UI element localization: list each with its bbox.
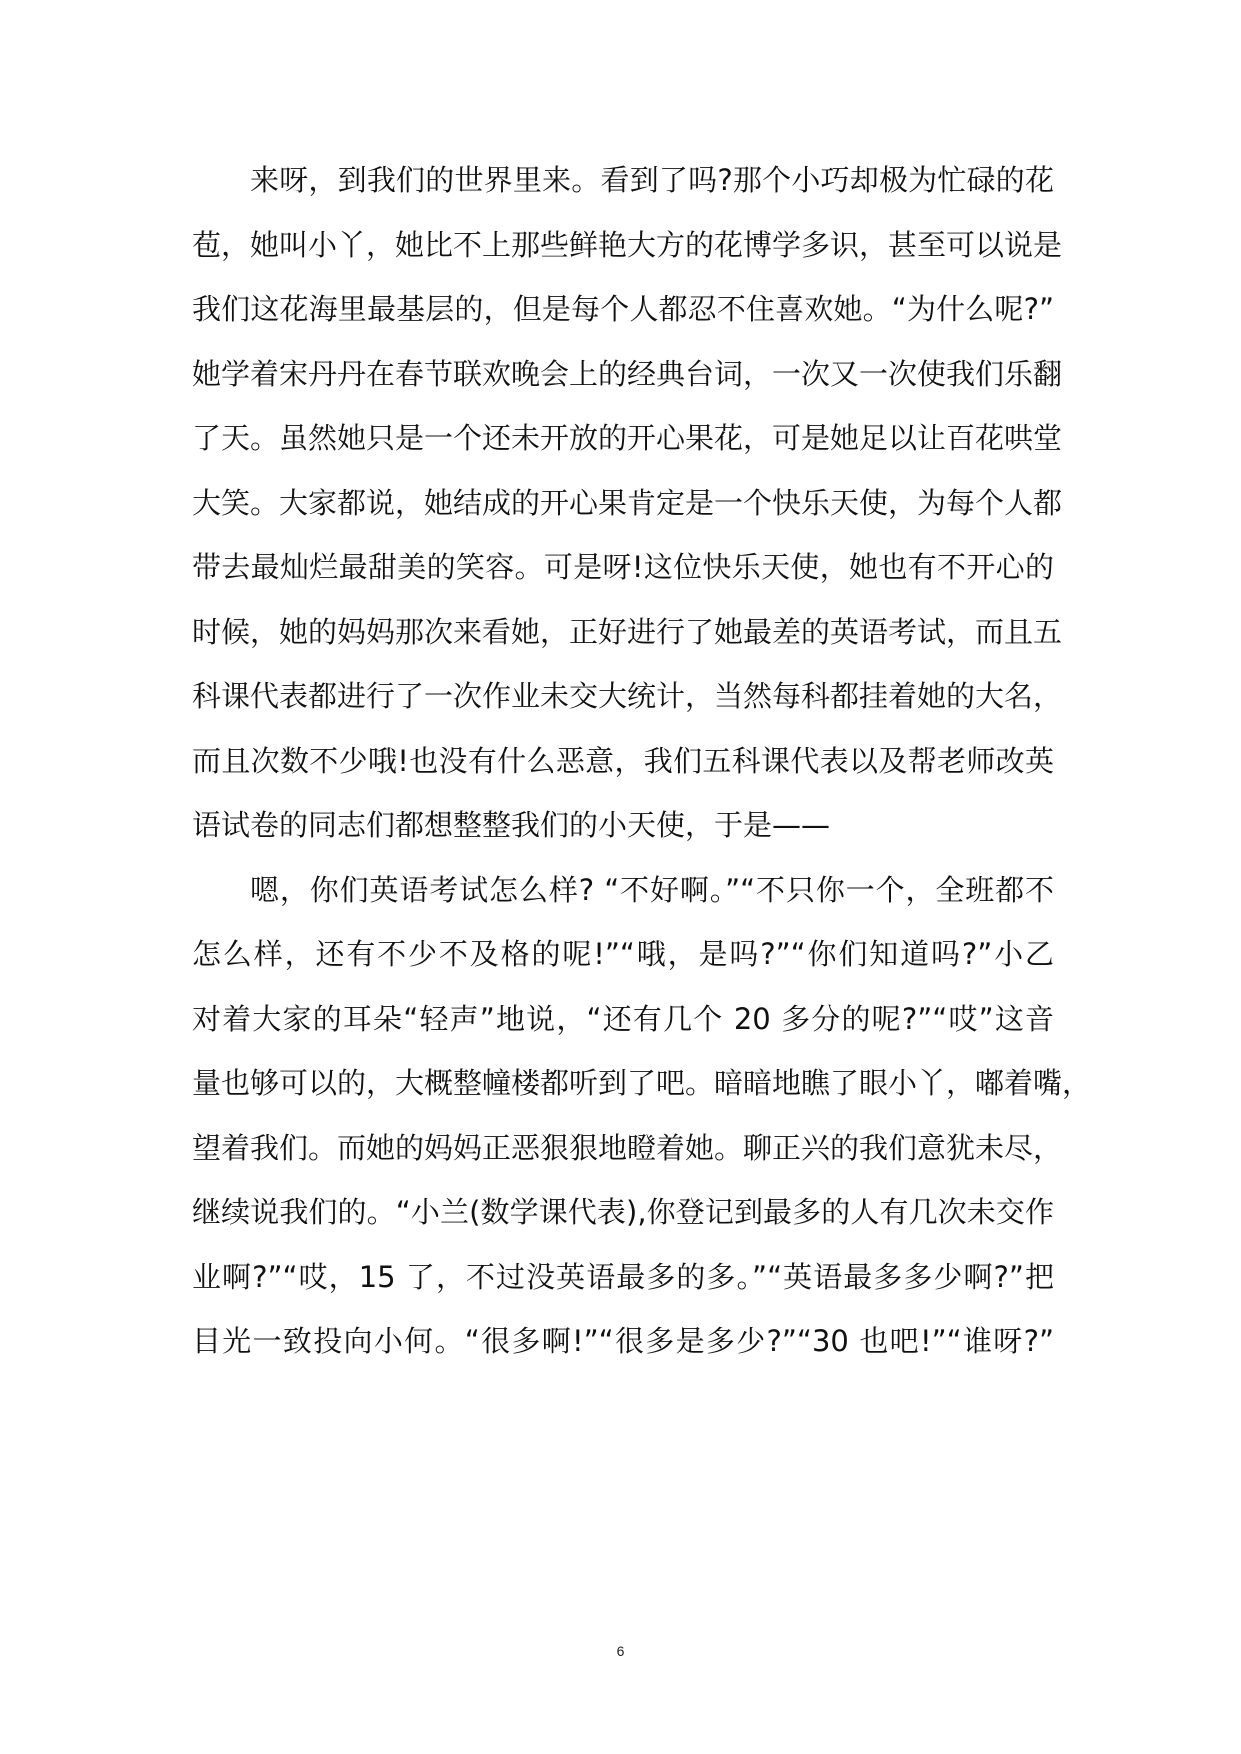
body-text bbox=[192, 148, 1092, 1374]
text-line: 望着我们。而她的妈妈正恶狠狠地瞪着她。聊正兴的我们意犹未尽， bbox=[192, 1130, 1063, 1165]
text-line: 了天。虽然她只是一个还未开放的开心果花，可是她足以让百花哄堂 bbox=[192, 421, 1063, 455]
text-line: 她学着宋丹丹在春节联欢晚会上的经典台词，一次又一次使我们乐翻 bbox=[192, 356, 1063, 391]
text-line: 带去最灿烂最甜美的笑容。可是呀!这位快乐天使，她也有不开心的 bbox=[192, 550, 1054, 584]
text-line: 怎么样，还有不少不及格的呢!”“哦，是吗?”“你们知道吗?”小乙 bbox=[192, 937, 1054, 971]
text-line: 来呀，到我们的世界里来。看到了吗?那个小巧却极为忙碌的花 bbox=[250, 163, 1054, 197]
text-line: 量也够可以的，大概整幢楼都听到了吧。暗暗地瞧了眼小丫，嘟着嘴， bbox=[192, 1066, 1092, 1100]
text-line: 对着大家的耳朵“轻声”地说，“还有几个 20 多分的呢?”“哎”这音 bbox=[192, 1001, 1054, 1036]
text-line: 继续说我们的。“小兰(数学课代表),你登记到最多的人有几次未交作 bbox=[192, 1195, 1054, 1229]
text-line: 苞，她叫小丫，她比不上那些鲜艳大方的花博学多识，甚至可以说是 bbox=[192, 227, 1063, 262]
text-line: 科课代表都进行了一次作业未交大统计，当然每科都挂着她的大名， bbox=[192, 679, 1063, 713]
text-line: 语试卷的同志们都想整整我们的小天使，于是—— bbox=[192, 808, 831, 842]
text-line: 而且次数不少哦!也没有什么恶意，我们五科课代表以及帮老师改英 bbox=[192, 743, 1054, 778]
text-line: 我们这花海里最基层的，但是每个人都忍不住喜欢她。“为什么呢?” bbox=[192, 292, 1054, 326]
page-number: 6 bbox=[616, 1643, 625, 1659]
text-line: 业啊?”“哎，15 了，不过没英语最多的多。”“英语最多多少啊?”把 bbox=[192, 1259, 1054, 1294]
text-line: 时候，她的妈妈那次来看她，正好进行了她最差的英语考试，而且五 bbox=[192, 614, 1063, 649]
text-line: 嗯，你们英语考试怎么样? “不好啊。”“不只你一个，全班都不 bbox=[250, 872, 1054, 907]
text-line: 大笑。大家都说，她结成的开心果肯定是一个快乐天使，为每个人都 bbox=[192, 485, 1063, 520]
text-line: 目光一致投向小何。“很多啊!”“很多是多少?”“30 也吧!”“谁呀?” bbox=[192, 1324, 1054, 1358]
